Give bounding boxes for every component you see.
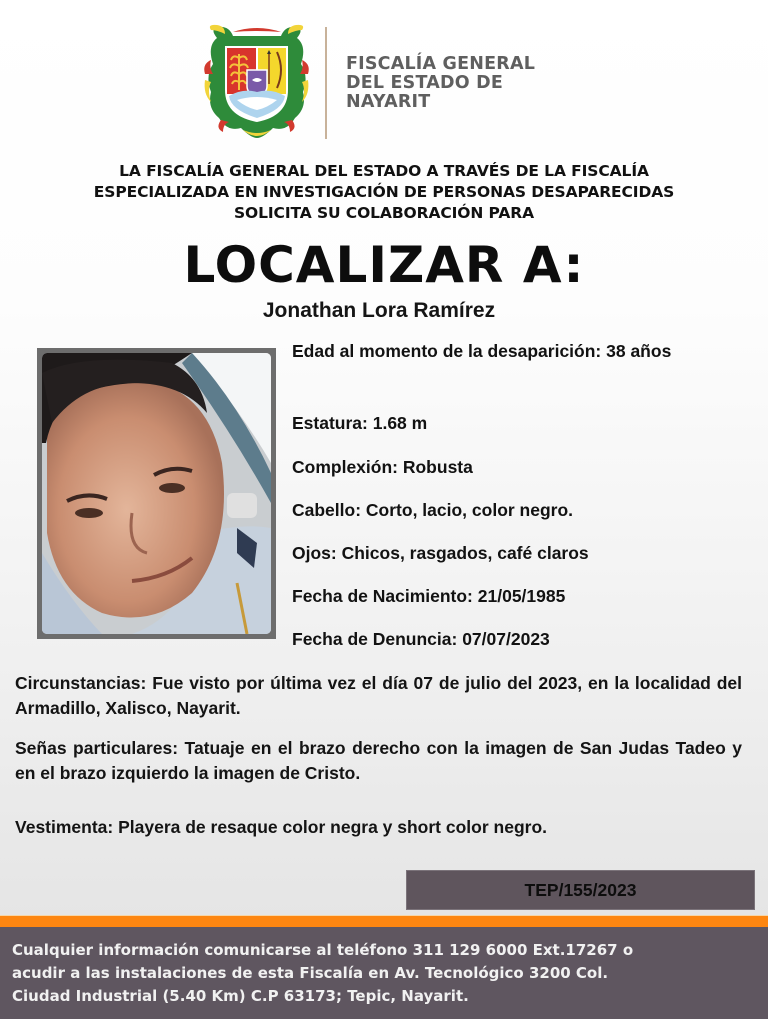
case-number-box [406, 870, 755, 910]
detail-birthdate-label: Fecha de Nacimiento: [292, 586, 473, 606]
detail-age-label: Edad al momento de la desaparición: [292, 341, 602, 361]
contact-line-2: acudir a las instalaciones de esta Fiscalía en Av. Tecnológico 3200 Col. [12, 964, 609, 982]
detail-report-date-value: 07/07/2023 [462, 629, 550, 649]
detail-hair-label: Cabello: [292, 500, 362, 520]
organization-name [346, 55, 535, 112]
nayarit-coat-of-arms-icon [203, 24, 310, 140]
detail-eyes-label: Ojos: [292, 543, 337, 563]
header-divider [325, 27, 327, 139]
person-name: Jonathan Lora Ramírez [262, 299, 496, 322]
detail-eyes-value: Chicos, rasgados, café claros [341, 543, 589, 563]
detail-build-value: Robusta [402, 457, 473, 477]
clothing-paragraph: Vestimenta: Playera de resaque color negra y short color negro. [15, 817, 547, 837]
detail-age-value: 38 años [606, 341, 672, 361]
org-name-line-3: NAYARIT [346, 92, 431, 112]
detail-report-date [292, 628, 550, 650]
circumstances-paragraph: Circunstancias: Fue visto por última vez el día 07 de julio del 2023, en la localidad del Armadillo, Xalisco, Nayarit. [15, 673, 742, 718]
missing-person-photo [42, 353, 271, 634]
contact-line-3: Ciudad Industrial (5.40 Km) C.P 63173; Tepic, Nayarit. [12, 987, 469, 1005]
detail-hair-value: Corto, lacio, color negro. [365, 500, 574, 520]
detail-hair [292, 499, 573, 521]
case-number: TEP/155/2023 [524, 879, 637, 900]
intro-statement [0, 161, 768, 224]
intro-line-3: SOLICITA SU COLABORACIÓN PARA [233, 204, 535, 222]
footer-accent-bar [0, 915, 768, 927]
detail-build-label: Complexión: [292, 457, 398, 477]
detail-height-value: 1.68 m [372, 413, 428, 433]
contact-information [12, 939, 740, 1008]
detail-age [292, 340, 671, 362]
detail-birthdate-value: 21/05/1985 [477, 586, 566, 606]
detail-eyes [292, 542, 589, 564]
detail-build [292, 456, 473, 478]
detail-report-date-label: Fecha de Denuncia: [292, 629, 458, 649]
distinguishing-marks-paragraph: Señas particulares: Tatuaje en el brazo derecho con la imagen de San Judas Tadeo y en el brazo izquierdo la imagen de Cristo. [15, 738, 742, 783]
contact-line-1: Cualquier información comunicarse al teléfono 311 129 6000 Ext.17267 o [12, 941, 634, 959]
detail-height [292, 412, 427, 434]
headline: LOCALIZAR A: [183, 236, 585, 294]
photo-frame [37, 348, 276, 639]
footer [0, 927, 768, 1019]
org-name-line-1: FISCALÍA GENERAL [346, 54, 536, 74]
intro-line-1: LA FISCALÍA GENERAL DEL ESTADO A TRAVÉS DE LA FISCALÍA [119, 162, 649, 180]
detail-height-label: Estatura: [292, 413, 368, 433]
org-name-line-2: DEL ESTADO DE [346, 73, 503, 93]
detail-birthdate [292, 585, 565, 607]
header [0, 0, 768, 145]
intro-line-2: ESPECIALIZADA EN INVESTIGACIÓN DE PERSONAS DESAPARECIDAS [93, 183, 675, 201]
